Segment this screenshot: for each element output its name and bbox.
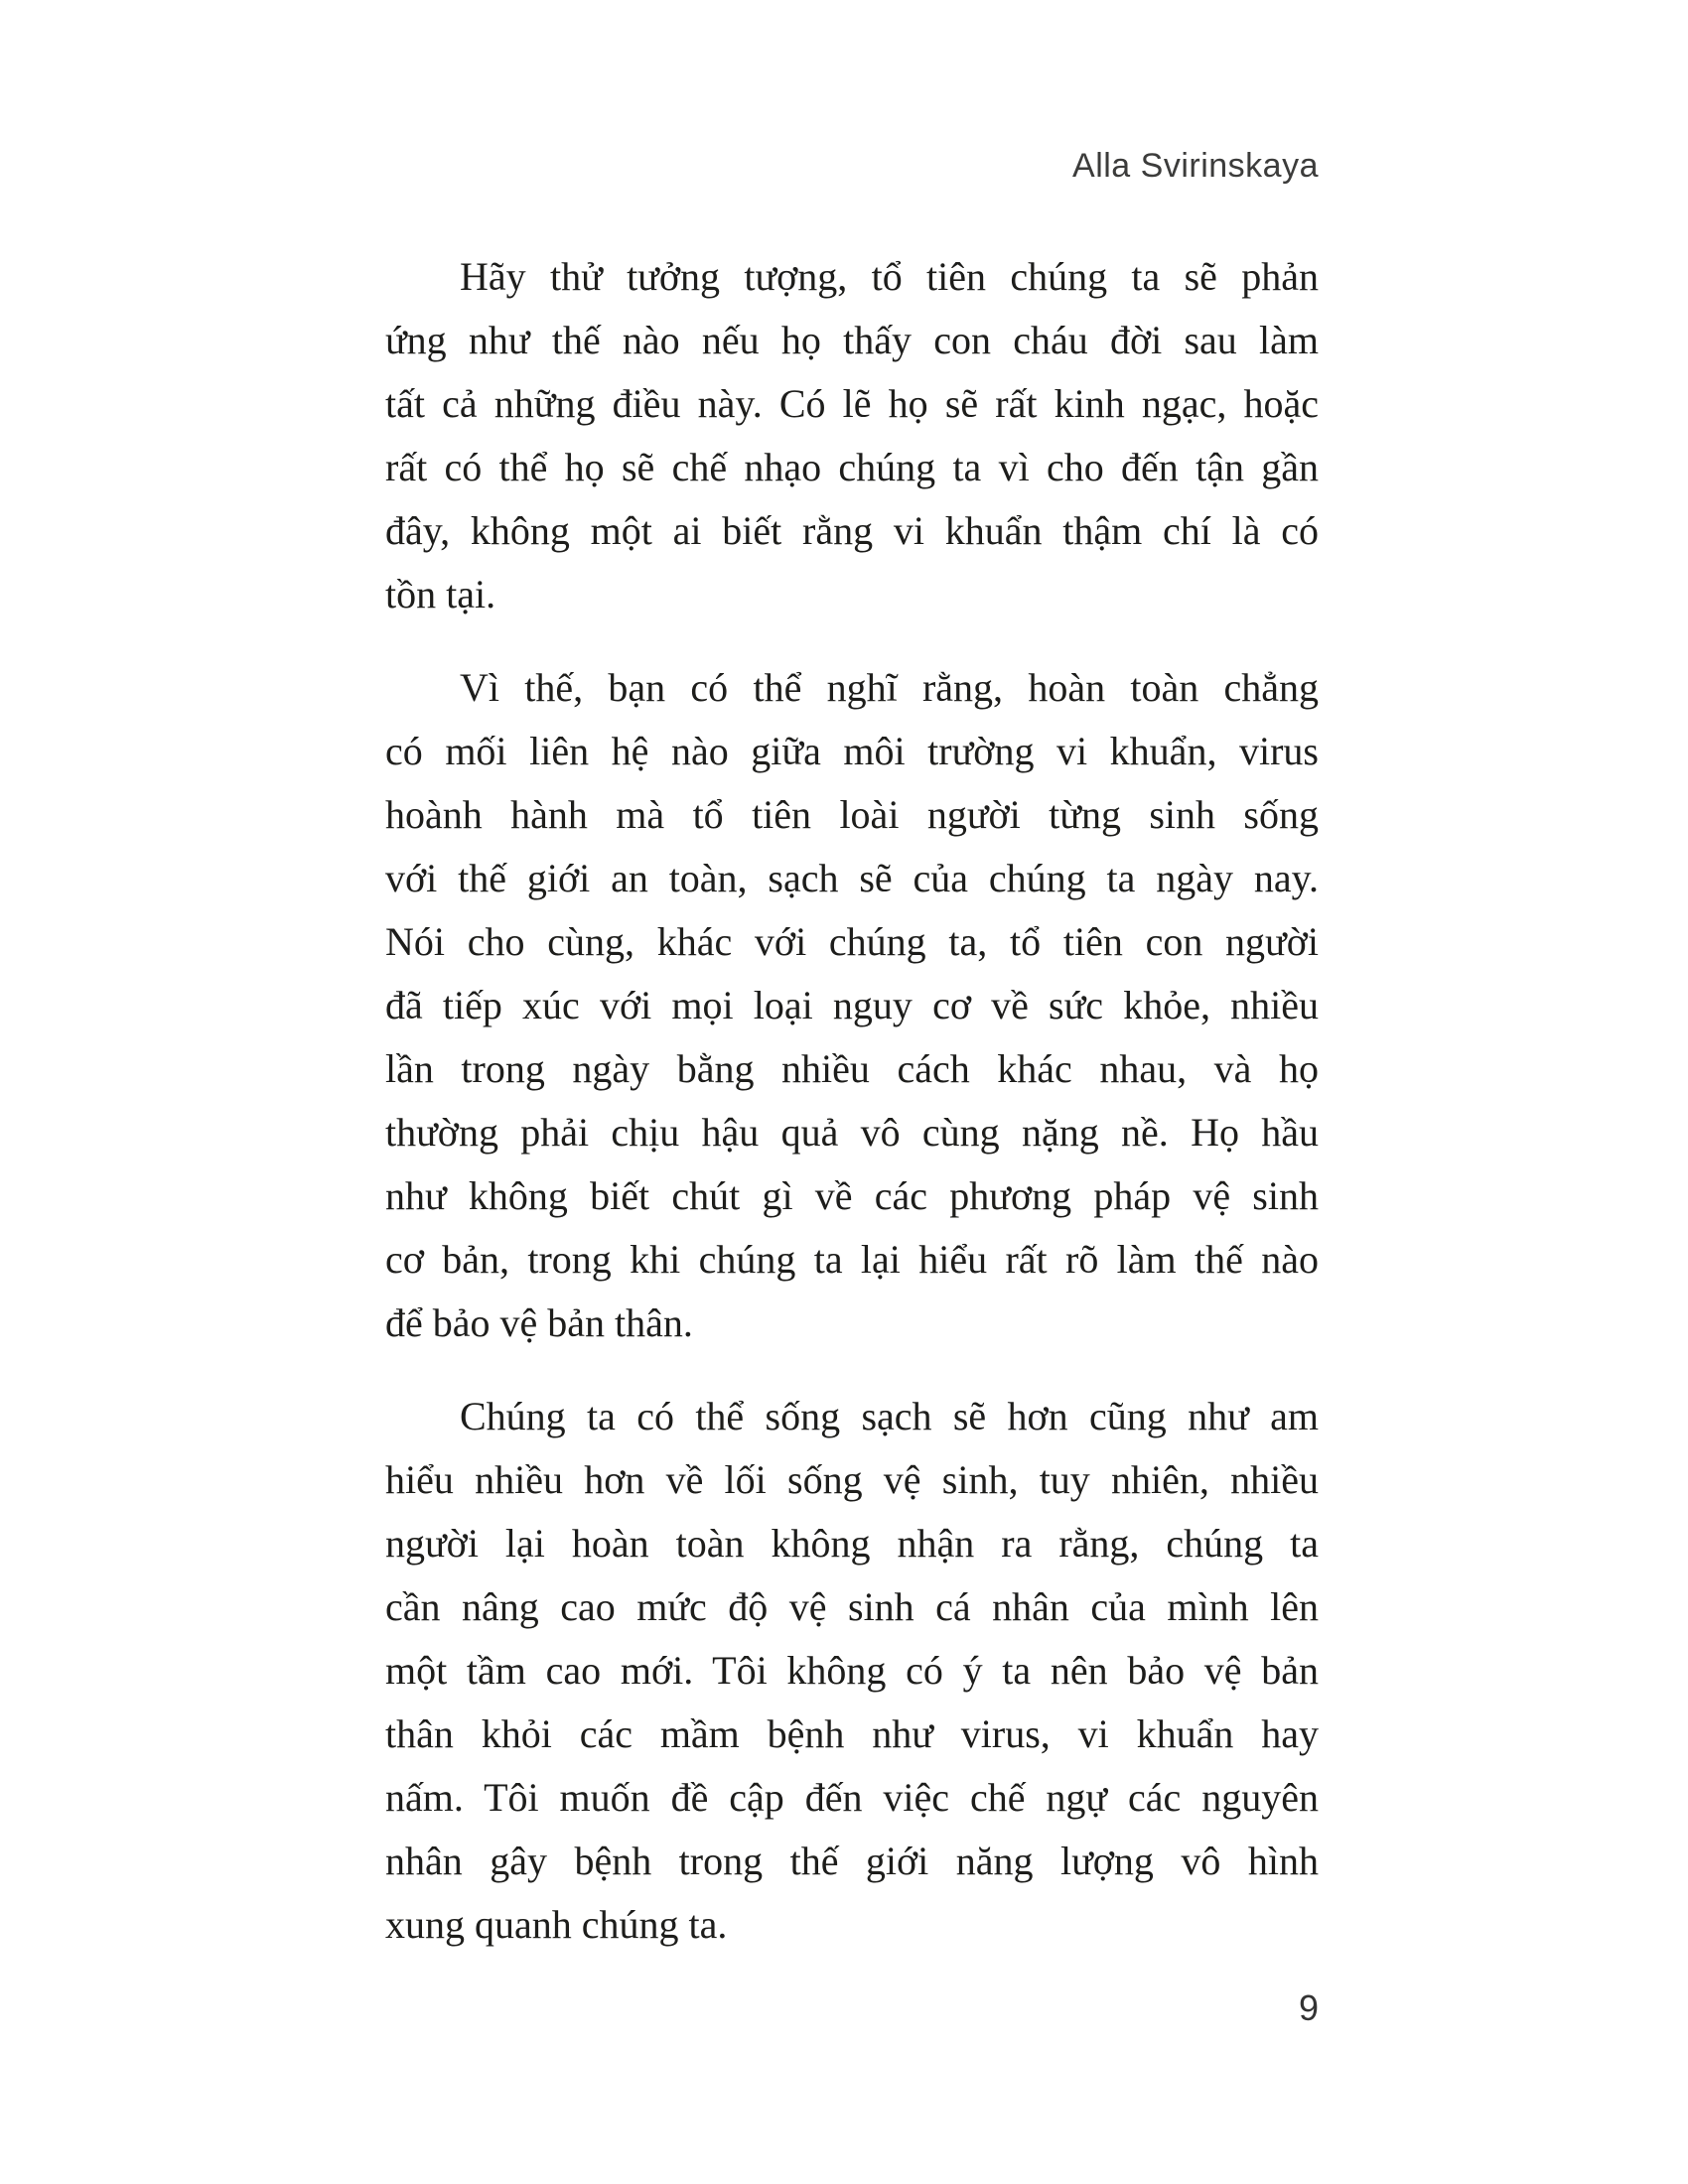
text-line: tất cả những điều này. Có lẽ họ sẽ rất kinh ngạc, hoặc [385,381,1319,426]
text-line: Nói cho cùng, khác với chúng ta, tổ tiên con người [385,919,1319,964]
text-line: ứng như thế nào nếu họ thấy con cháu đời sau làm [385,318,1319,362]
text-line: nấm. Tôi muốn đề cập đến việc chế ngự các nguyên [385,1775,1319,1820]
text-line: nhân gây bệnh trong thế giới năng lượng vô hình [385,1839,1319,1883]
text-line: để bảo vệ bản thân. [385,1300,693,1345]
text-line: xung quanh chúng ta. [385,1902,728,1947]
text-line: với thế giới an toàn, sạch sẽ của chúng ta ngày nay. [385,856,1319,900]
text-line: tồn tại. [385,572,496,616]
text-line: hiểu nhiều hơn về lối sống vệ sinh, tuy nhiên, nhiều [385,1457,1319,1502]
text-line: đã tiếp xúc với mọi loại nguy cơ về sức khỏe, nhiều [385,983,1319,1027]
text-line: có mối liên hệ nào giữa môi trường vi khuẩn, virus [385,729,1319,773]
paragraph [385,1385,1319,1957]
text-line: đây, không một ai biết rằng vi khuẩn thậm chí là có [385,508,1319,553]
text-line: người lại hoàn toàn không nhận ra rằng, chúng ta [385,1521,1319,1566]
text-line: thường phải chịu hậu quả vô cùng nặng nề. Họ hầu [385,1110,1319,1155]
page-number: 9 [1298,1987,1319,2028]
text-line: Chúng ta có thể sống sạch sẽ hơn cũng như am [460,1394,1319,1438]
text-line: lần trong ngày bằng nhiều cách khác nhau, và họ [385,1046,1319,1091]
body-text [385,245,1319,1957]
text-line: cần nâng cao mức độ vệ sinh cá nhân của mình lên [385,1584,1319,1629]
text-line: như không biết chút gì về các phương pháp vệ sinh [385,1173,1319,1218]
paragraph [385,245,1319,626]
text-line: Hãy thử tưởng tượng, tổ tiên chúng ta sẽ phản [460,254,1319,299]
text-line: một tầm cao mới. Tôi không có ý ta nên bảo vệ bản [385,1648,1319,1693]
text-line: rất có thể họ sẽ chế nhạo chúng ta vì cho đến tận gần [385,445,1319,489]
running-header-author: Alla Svirinskaya [1072,147,1319,185]
text-line: Vì thế, bạn có thể nghĩ rằng, hoàn toàn chẳng [460,665,1319,710]
text-line: hoành hành mà tổ tiên loài người từng sinh sống [385,792,1319,837]
paragraph [385,656,1319,1355]
text-line: thân khỏi các mầm bệnh như virus, vi khuẩn hay [385,1711,1319,1756]
text-line: cơ bản, trong khi chúng ta lại hiểu rất rõ làm thế nào [385,1237,1319,1282]
